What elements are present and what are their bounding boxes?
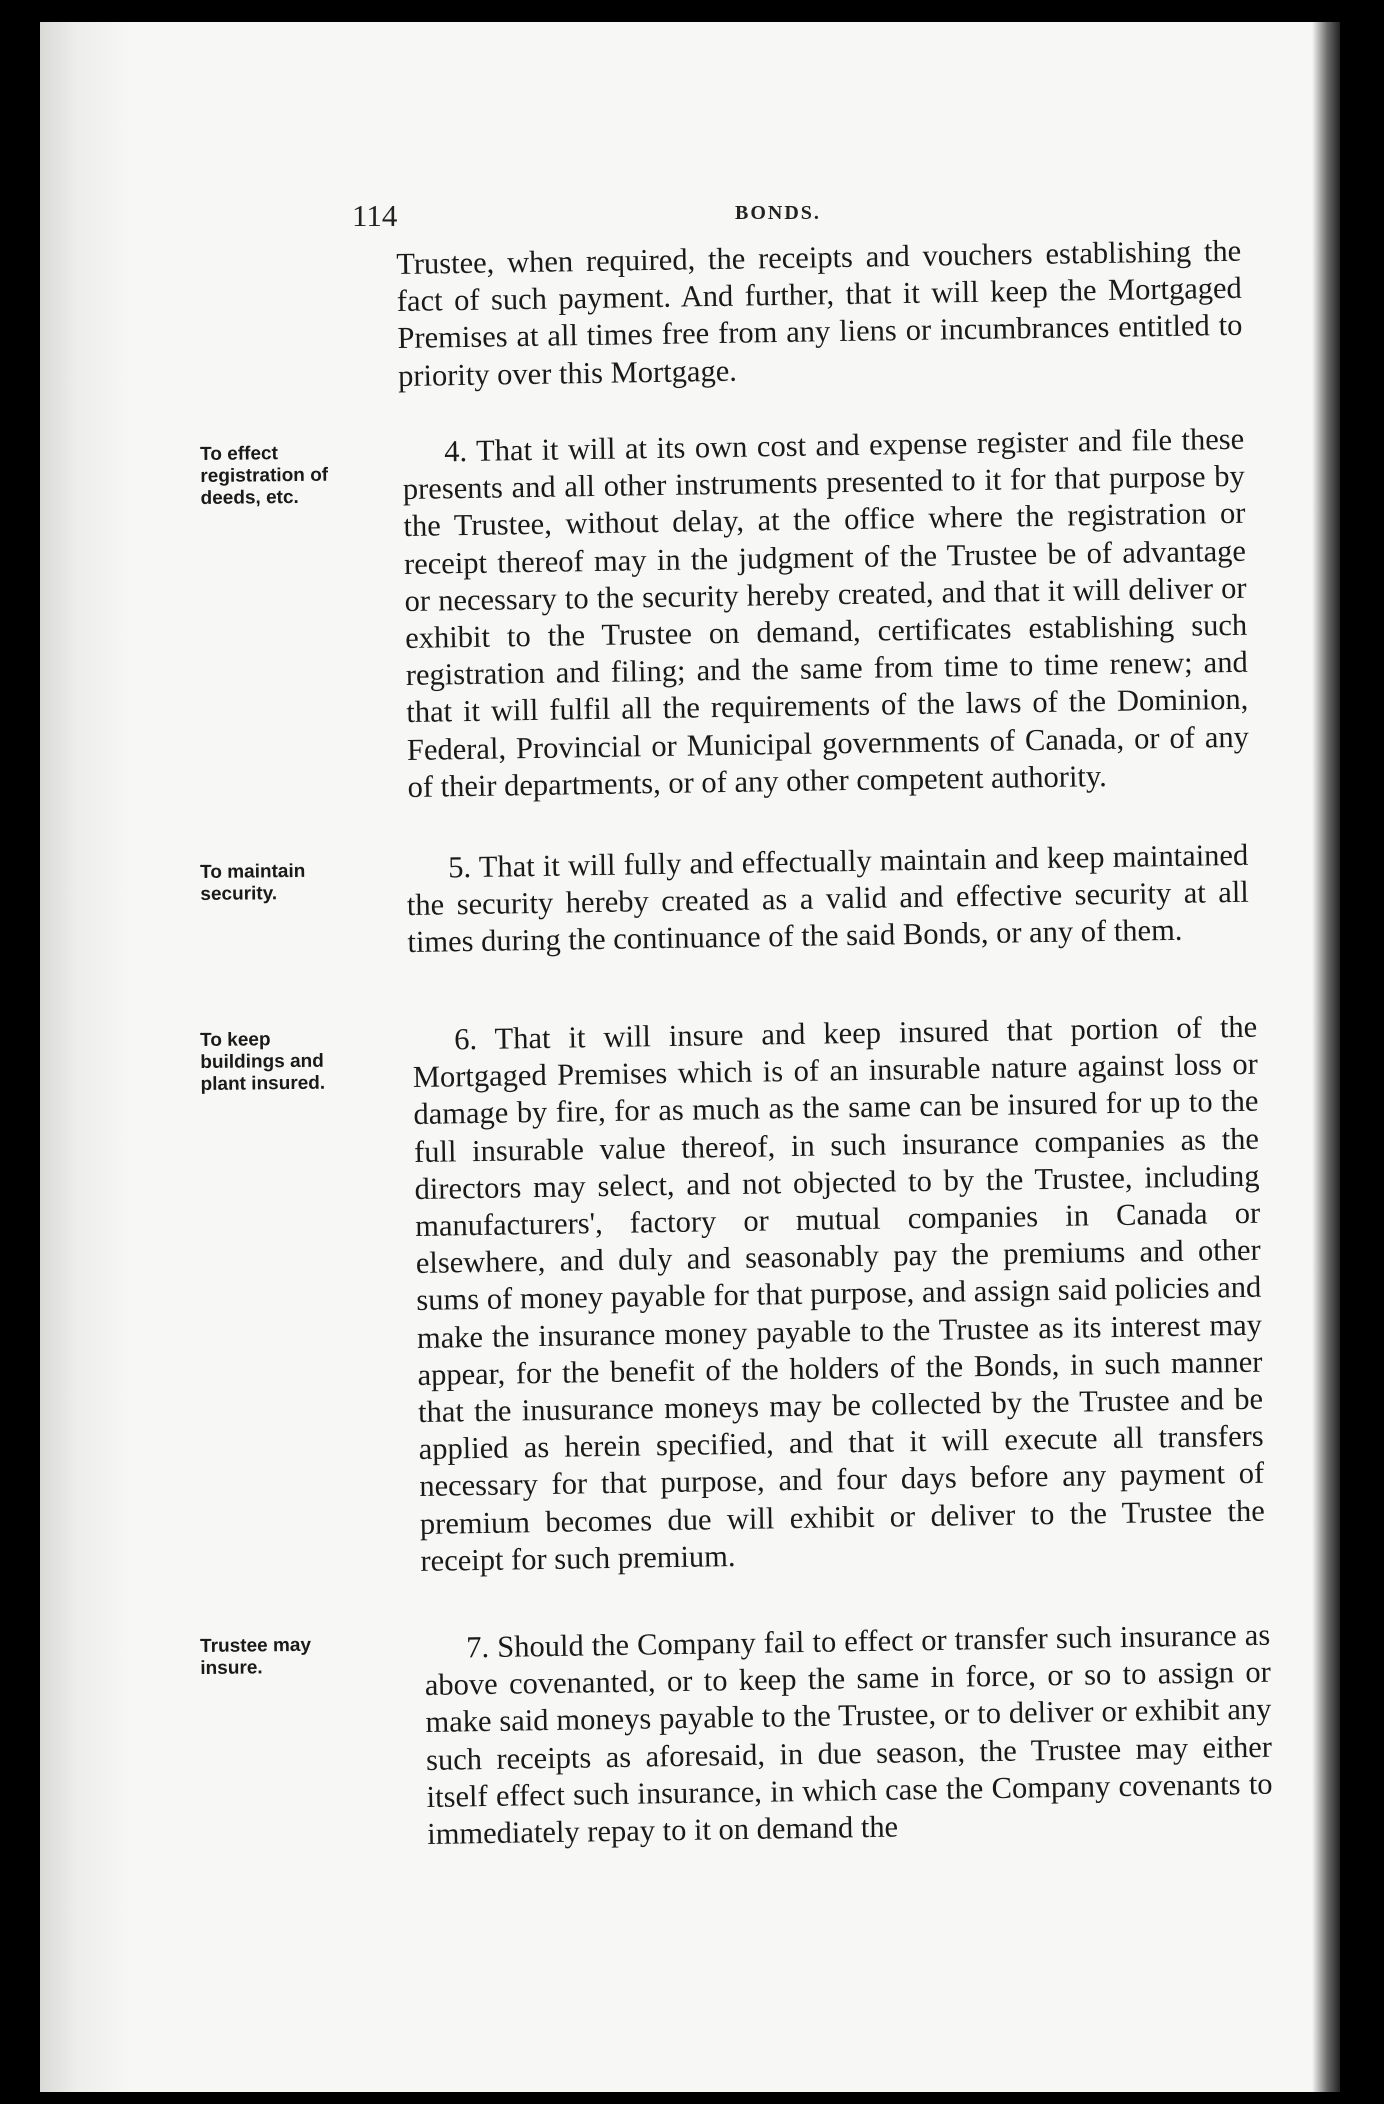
paragraph-clause-5 [406, 837, 1250, 962]
paragraph-clause-6 [412, 1009, 1266, 1580]
paragraph-text: 5. That it will fully and effectually maintain and keep maintained the security hereby created as a valid and effective security at all times during the continuance of the said Bonds, or any of them. [406, 837, 1250, 960]
paragraph-clause-7 [424, 1617, 1273, 1853]
running-title: BONDS. [735, 202, 821, 224]
paragraph-continued [396, 233, 1243, 395]
page-number: 114 [352, 198, 398, 233]
paragraph-text: 6. That it will insure and keep insured that portion of the Mortgaged Premises which is of an insurable nature against loss or damage by fire, for as much as the same can be insured for up to the full insurable value thereof, in such insurance companies as the directors may select, and not objected to by the Trustee, including manufacturers', factory or mutual companies in Canada or elsewhere, and duly and seasonably pay the premiums and other sums of money payable for that purpose, and assign said policies and make the insurance money payable to the Trustee as its interest may appear, for the benefit of the holders of the Bonds, in such manner that the inusurance moneys may be collected by the Trustee and be applied as herein specified, and that it will execute all transfers necessary for that purpose, and four days before any payment of premium becomes due will exhibit or deliver to the Trustee the receipt for such premium. [412, 1009, 1266, 1578]
page-edge-shadow [1312, 22, 1340, 2092]
margin-note-registration: To effect registration of deeds, etc. [200, 443, 329, 509]
paragraph-text: 7. Should the Company fail to effect or transfer such insurance as above covenanted, or to keep the same in force, or so to assign or make said moneys payable to the Trustee, or to deliver or exhibit any such receipts as aforesaid, in due season, the Trustee may either itself effect such insurance, in which case the Company covenants to immediately repay to it on demand the [424, 1617, 1273, 1851]
margin-note-maintain-security: To maintain security. [200, 860, 306, 905]
page-binding-shadow [40, 22, 130, 2092]
paragraph-text: 4. That it will at its own cost and expense register and file these presents and all other instruments presented to it for that purpose by the Trustee, without delay, at the office where the registration or receipt thereof may in the judgment of the Trustee be of advantage or necessary to the security hereby created, and that it will deliver or exhibit to the Trustee on demand, certificates establishing such registration and filing; and the same from time to time renew; and that it will fulfil all the requirements of the laws of the Dominion, Federal, Provincial or Municipal governments of Canada, or of any of their departments, or of any other competent authority. [402, 421, 1250, 804]
running-head [0, 198, 1384, 238]
margin-note-trustee-may-insure: Trustee may insure. [200, 1634, 312, 1679]
paragraph-text: Trustee, when required, the receipts and vouchers establishing the fact of such payment. And further, that it will keep the Mortgaged Premises at all times free from any liens or incumbrances entitled to priority over this Mortgage. [396, 233, 1243, 393]
paragraph-clause-4 [402, 421, 1250, 806]
margin-note-insured: To keep buildings and plant insured. [200, 1029, 326, 1095]
